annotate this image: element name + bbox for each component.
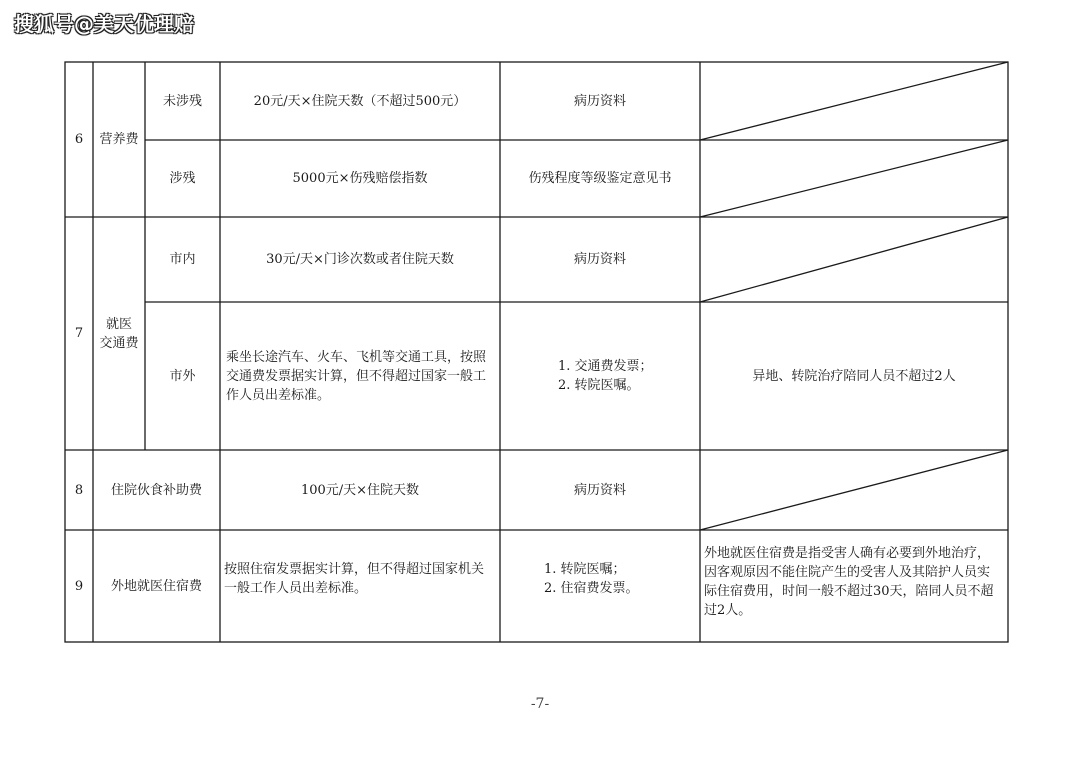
row-6a-standard: 20元/天×住院天数（不超过500元） — [253, 93, 467, 109]
row-6b-label: 涉残 — [169, 171, 196, 186]
row-9-item: 外地就医住宿费 — [110, 578, 202, 594]
row-7-item: 就医 交通费 — [99, 316, 139, 351]
empty-cell-slash — [700, 450, 1008, 530]
row-6a-label: 未涉残 — [162, 93, 202, 109]
watermark: 搜狐号@美天优理赔 — [14, 12, 194, 36]
row-8-standard: 100元/天×住院天数 — [300, 482, 420, 498]
page-number: -7- — [530, 696, 550, 712]
row-7a-docs: 病历资料 — [573, 252, 626, 267]
row-9-note: 外地就医住宿费是指受害人确有必要到外地治疗，因客观原因不能住院产生的受害人及其陪护人员实际住宿费用，时间一般不超过30天，陪同人员不超过2人。 — [704, 546, 994, 618]
empty-cell-slash — [700, 62, 1008, 140]
row-6b-docs: 伤残程度等级鉴定意见书 — [528, 171, 672, 186]
row-6-item: 营养费 — [99, 132, 139, 147]
row-8-number: 8 — [74, 482, 84, 498]
row-7b-standard: 乘坐长途汽车、火车、飞机等交通工具，按照交通费发票据实计算，但不得超过国家一般工作人员出差标准。 — [226, 349, 487, 403]
row-9-standard: 按照住宿发票据实计算，但不得超过国家机关一般工作人员出差标准。 — [224, 562, 485, 596]
row-6b-standard: 5000元×伤残赔偿指数 — [292, 171, 428, 186]
empty-cell-slash — [700, 217, 1008, 302]
row-7-number: 7 — [74, 326, 84, 341]
row-8-item: 住院伙食补助费 — [110, 482, 202, 498]
row-7b-label: 市外 — [169, 368, 196, 384]
row-9-number: 9 — [74, 578, 84, 594]
row-6a-docs: 病历资料 — [573, 93, 626, 109]
row-7a-standard: 30元/天×门诊次数或者住院天数 — [266, 252, 454, 267]
row-9-docs: 1. 转院医嘱； 2. 住宿费发票。 — [544, 562, 639, 596]
row-7b-docs: 1. 交通费发票； 2. 转院医嘱。 — [558, 359, 653, 393]
row-8-docs: 病历资料 — [573, 482, 626, 498]
row-6-number: 6 — [74, 132, 84, 147]
row-7b-note: 异地、转院治疗陪同人员不超过2人 — [752, 368, 956, 384]
empty-cell-slash — [700, 140, 1008, 217]
row-7a-label: 市内 — [169, 252, 196, 267]
